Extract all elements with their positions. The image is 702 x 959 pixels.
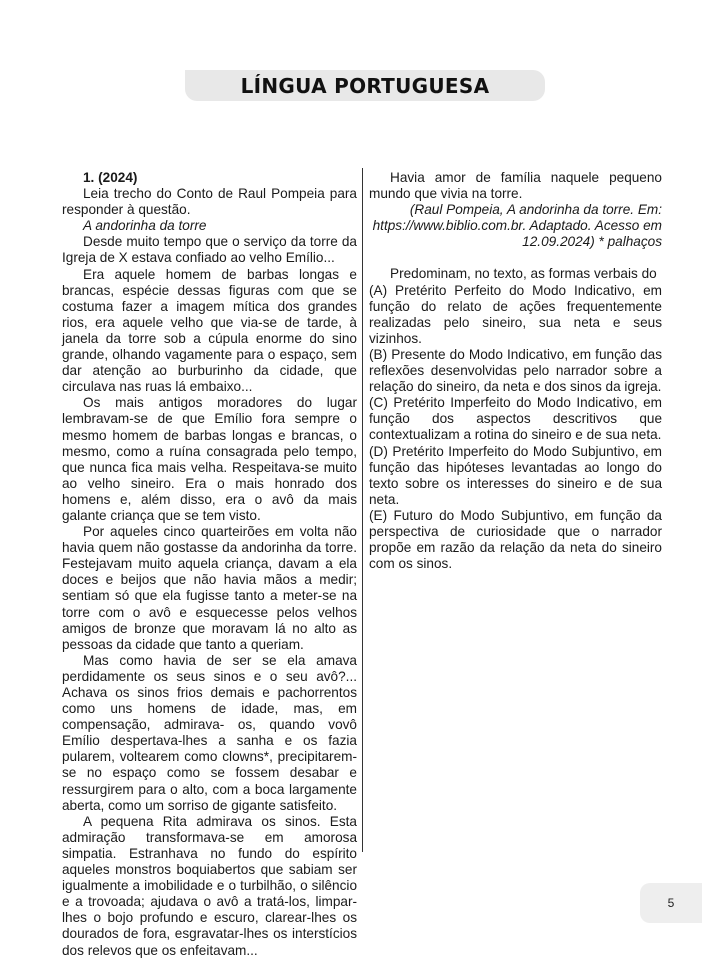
answer-option-e: (E) Futuro do Modo Subjuntivo, em função da perspectiva de curiosidade que o narrador propõe em razão da relação da neta do sineiro com os sinos. xyxy=(369,507,662,572)
source-citation: (Raul Pompeia, A andorinha da torre. Em: https://www.biblio.com.br. Adaptado. Acesso em 12.09.2024) * palhaços xyxy=(372,202,662,250)
page-number: 5 xyxy=(667,896,675,910)
question-number: 1. (2024) xyxy=(83,170,138,185)
left-column xyxy=(62,170,357,959)
story-paragraph: Mas como havia de ser se ela amava perdidamente os seus sinos e o seu avô?... Achava os sinos frios demais e pachorrentos como uns homens de idade, mas, em compensação, admirava- os, quando vovô Emílio despertava-lhes a sanha e os fazia pularem, voltearem como clowns*, precipitarem-se no espaço como se fossem desabar e ressurgirem para o alto, com a boca largamente aberta, como um sorriso de gigante satisfeito. xyxy=(62,652,357,813)
story-title: A andorinha da torre xyxy=(83,218,207,234)
story-paragraph: Os mais antigos moradores do lugar lembravam-se de que Emílio fora sempre o mesmo homem de barbas longas e brancas, o mesmo, como a ruína consagrada pelo tempo, que nunca fica mais velha. Respeitava-se muito ao velho sineiro. Era o mais honrado dos homens e, além disso, era o avô da mais galante criança que se tem visto. xyxy=(62,395,357,523)
story-paragraph: Desde muito tempo que o serviço da torre da Igreja de X estava confiado ao velho Emílio... xyxy=(62,234,357,266)
story-paragraph: Por aqueles cinco quarteirões em volta não havia quem não gostasse da andorinha da torre. Festejavam muito aquela criança, davam a ela doces e beijos que não havia mãos a medir; sentiam só que ela fugisse tanto a meter-se na torre com o avô e esquecesse pelos velhos amigos de bronze que moravam lá no alto as pessoas da cidade que tanto a queriam. xyxy=(62,524,357,652)
section-title-bar xyxy=(185,70,545,101)
right-column xyxy=(369,170,662,572)
question-instruction: Leia trecho do Conto de Raul Pompeia para responder à questão. xyxy=(62,186,357,218)
story-paragraph: Era aquele homem de barbas longas e brancas, espécie dessas figuras com que se costuma fazer a imagem mítica dos grandes rios, era aquele velho que via-se de tarde, à janela da torre sob a cúpula enorme do sino grande, olhando vagamente para o espaço, sem dar atenção ao burburinho da cidade, que circulava nas ruas lá embaixo... xyxy=(62,266,357,395)
answer-option-c: (C) Pretérito Imperfeito do Modo Indicativo, em função dos aspectos descritivos que contextualizam a rotina do sineiro e de sua neta. xyxy=(369,395,662,443)
question-prompt: Predominam, no texto, as formas verbais do xyxy=(390,266,657,282)
answer-option-d: (D) Pretérito Imperfeito do Modo Subjuntivo, em função das hipóteses levantadas ao longo do texto sobre os interesses do sineiro e de sua neta. xyxy=(369,443,662,507)
answer-option-b: (B) Presente do Modo Indicativo, em função das reflexões desenvolvidas pelo narrador sobre a relação do sineiro, da neta e dos sinos da igreja. xyxy=(369,346,662,395)
column-divider xyxy=(362,168,363,852)
story-paragraph-continued: A pequena Rita admirava os sinos. Esta admiração transformava-se em amorosa simpatia. Estranhava no fundo do espírito aqueles monstros boquiabertos que sabiam ser igualmente a imobilidade e o turbilhão, o silêncio e a trovoada; ajudava o avô a tratá-los, limpar-lhes o bojo profundo e escuro, clarear-lhes os dourados de fora, esgravatar-lhes os interstícios dos relevos que os enfeitavam... xyxy=(62,813,357,958)
answer-option-a: (A) Pretérito Perfeito do Modo Indicativo, em função do relato de ações frequentemente realizadas pelo sineiro, sua neta e seus vizinhos. xyxy=(369,282,662,346)
story-paragraph: Havia amor de família naquele pequeno mundo que vivia na torre. xyxy=(369,170,662,202)
section-title: LÍNGUA PORTUGUESA xyxy=(240,73,490,98)
page-number-tab xyxy=(640,883,702,923)
